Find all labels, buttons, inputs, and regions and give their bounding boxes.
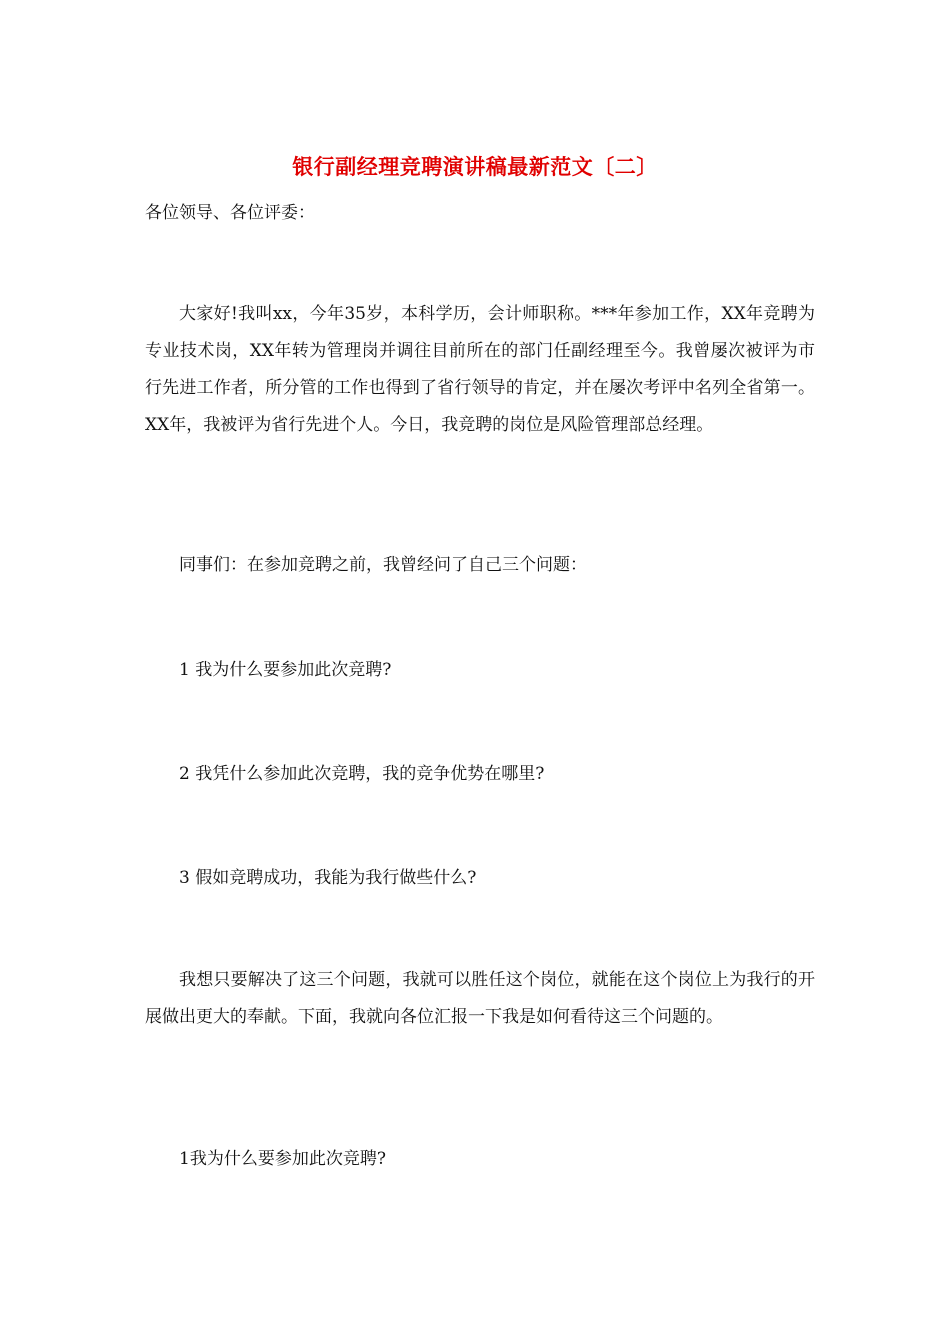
question-item-3: 3 假如竞聘成功，我能为我行做些什么? [179, 868, 477, 888]
question-item-1: 1 我为什么要参加此次竞聘? [179, 660, 392, 680]
paragraph-conclusion: 我想只要解决了这三个问题，我就可以胜任这个岗位，就能在这个岗位上为我行的开展做出更大的奉献。下面，我就向各位汇报一下我是如何看待这三个问题的。 [145, 970, 815, 1027]
document-title: 银行副经理竞聘演讲稿最新范文〔二〕 [292, 154, 658, 179]
question-item-2: 2 我凭什么参加此次竞聘，我的竞争优势在哪里? [179, 764, 545, 784]
section-heading-1: 1我为什么要参加此次竞聘? [179, 1149, 386, 1169]
paragraph-introduction: 大家好!我叫xx，今年35岁，本科学历，会计师职称。***年参加工作，XX年竞聘为专业技术岗，XX年转为管理岗并调往目前所在的部门任副经理至今。我曾屡次被评为市行先进工作者，所分管的工作也得到了省行领导的肯定，并在屡次考评中名列全省第一。XX年，我被评为省行先进个人。今日，我竞聘的岗位是风险管理部总经理。 [145, 304, 815, 435]
paragraph-questions-intro: 同事们：在参加竞聘之前，我曾经问了自己三个问题： [179, 555, 587, 575]
salutation: 各位领导、各位评委： [145, 203, 315, 223]
